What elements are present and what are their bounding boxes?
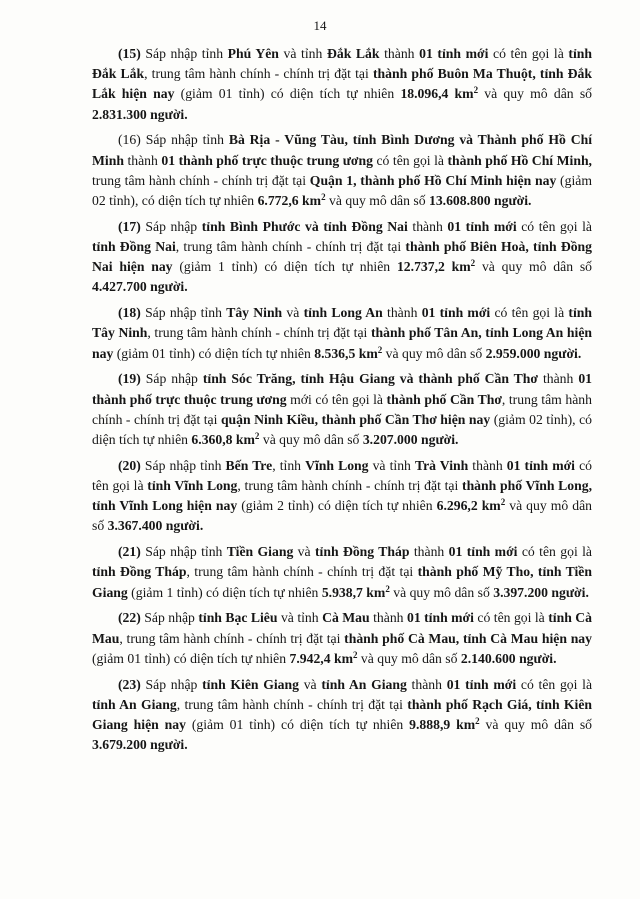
paragraph-22: (22) Sáp nhập tỉnh Bạc Liêu và tỉnh Cà Mau thành 01 tỉnh mới có tên gọi là tỉnh Cà Mau, trung tâm hành chính - chính trị đặt tại thành phố Cà Mau, tỉnh Cà Mau hiện nay (giảm 01 tỉnh) có diện tích tự nhiên 7.942,4 $km^2$ và quy mô dân số 2.140.600 người.	[92, 610, 592, 666]
page-number: 14	[313, 18, 327, 33]
paragraph-23: (23) Sáp nhập tỉnh Kiên Giang và tỉnh An Giang thành 01 tỉnh mới có tên gọi là tỉnh An Giang, trung tâm hành chính - chính trị đặt tại thành phố Rạch Giá, tỉnh Kiên Giang hiện nay (giảm 01 tỉnh) có diện tích tự nhiên 9.888,9 $km^2$ và quy mô dân số 3.679.200 người.	[92, 676, 593, 753]
paragraph-19: (19) Sáp nhập tỉnh Sóc Trăng, tỉnh Hậu Giang và thành phố Cần Thơ thành 01 thành phố trực thuộc trung ương mới có tên gọi là thành phố Cần Thơ, trung tâm hành chính - chính trị đặt tại quận Ninh Kiều, thành phố Cần Thơ hiện nay (giảm 02 tỉnh), có diện tích tự nhiên 6.360,8 $km^2$ và quy mô dân số 3.207.000 người.	[92, 371, 593, 448]
paragraph-17: (17) Sáp nhập tỉnh Bình Phước và tỉnh Đồng Nai thành 01 tỉnh mới có tên gọi là tỉnh Đồng Nai, trung tâm hành chính - chính trị đặt tại thành phố Biên Hoà, tỉnh Đồng Nai hiện nay (giảm 1 tỉnh) có diện tích tự nhiên 12.737,2 $km^2$ và quy mô dân số 4.427.700 người.	[92, 218, 593, 295]
paragraph-16: (16) Sáp nhập tỉnh Bà Rịa - Vũng Tàu, tỉnh Bình Dương và Thành phố Hồ Chí Minh thành 01 thành phố trực thuộc trung ương có tên gọi là thành phố Hồ Chí Minh, trung tâm hành chính - chính trị đặt tại Quận 1, thành phố Hồ Chí Minh hiện nay (giảm 02 tỉnh), có diện tích tự nhiên 6.772,6 $km^2$ và quy mô dân số 13.608.800 người.	[92, 132, 593, 209]
document-body	[92, 44, 592, 761]
paragraph-21: (21) Sáp nhập tỉnh Tiền Giang và tỉnh Đồng Tháp thành 01 tỉnh mới có tên gọi là tỉnh Đồng Tháp, trung tâm hành chính - chính trị đặt tại thành phố Mỹ Tho, tỉnh Tiền Giang (giảm 1 tỉnh) có diện tích tự nhiên 5.938,7 $km^2$ và quy mô dân số 3.397.200 người.	[92, 544, 592, 600]
paragraph-15: (15) Sáp nhập tỉnh Phú Yên và tỉnh Đắk Lắk thành 01 tỉnh mới có tên gọi là tỉnh Đắk Lắk, trung tâm hành chính - chính trị đặt tại thành phố Buôn Ma Thuột, tỉnh Đắk Lắk hiện nay (giảm 01 tỉnh) có diện tích tự nhiên 18.096,4 $km^2$ và quy mô dân số 2.831.300 người.	[92, 46, 593, 122]
paragraph-20: (20) Sáp nhập tỉnh Bến Tre, tỉnh Vĩnh Long và tỉnh Trà Vinh thành 01 tỉnh mới có tên gọi là tỉnh Vĩnh Long, trung tâm hành chính - chính trị đặt tại thành phố Vĩnh Long, tỉnh Vĩnh Long hiện nay (giảm 2 tỉnh) có diện tích tự nhiên 6.296,2 $km^2$ và quy mô dân số 3.367.400 người.	[92, 457, 593, 534]
paragraph-18: (18) Sáp nhập tỉnh Tây Ninh và tỉnh Long An thành 01 tỉnh mới có tên gọi là tỉnh Tây Ninh, trung tâm hành chính - chính trị đặt tại thành phố Tân An, tỉnh Long An hiện nay (giảm 01 tỉnh) có diện tích tự nhiên 8.536,5 $km^2$ và quy mô dân số 2.959.000 người.	[92, 305, 593, 361]
